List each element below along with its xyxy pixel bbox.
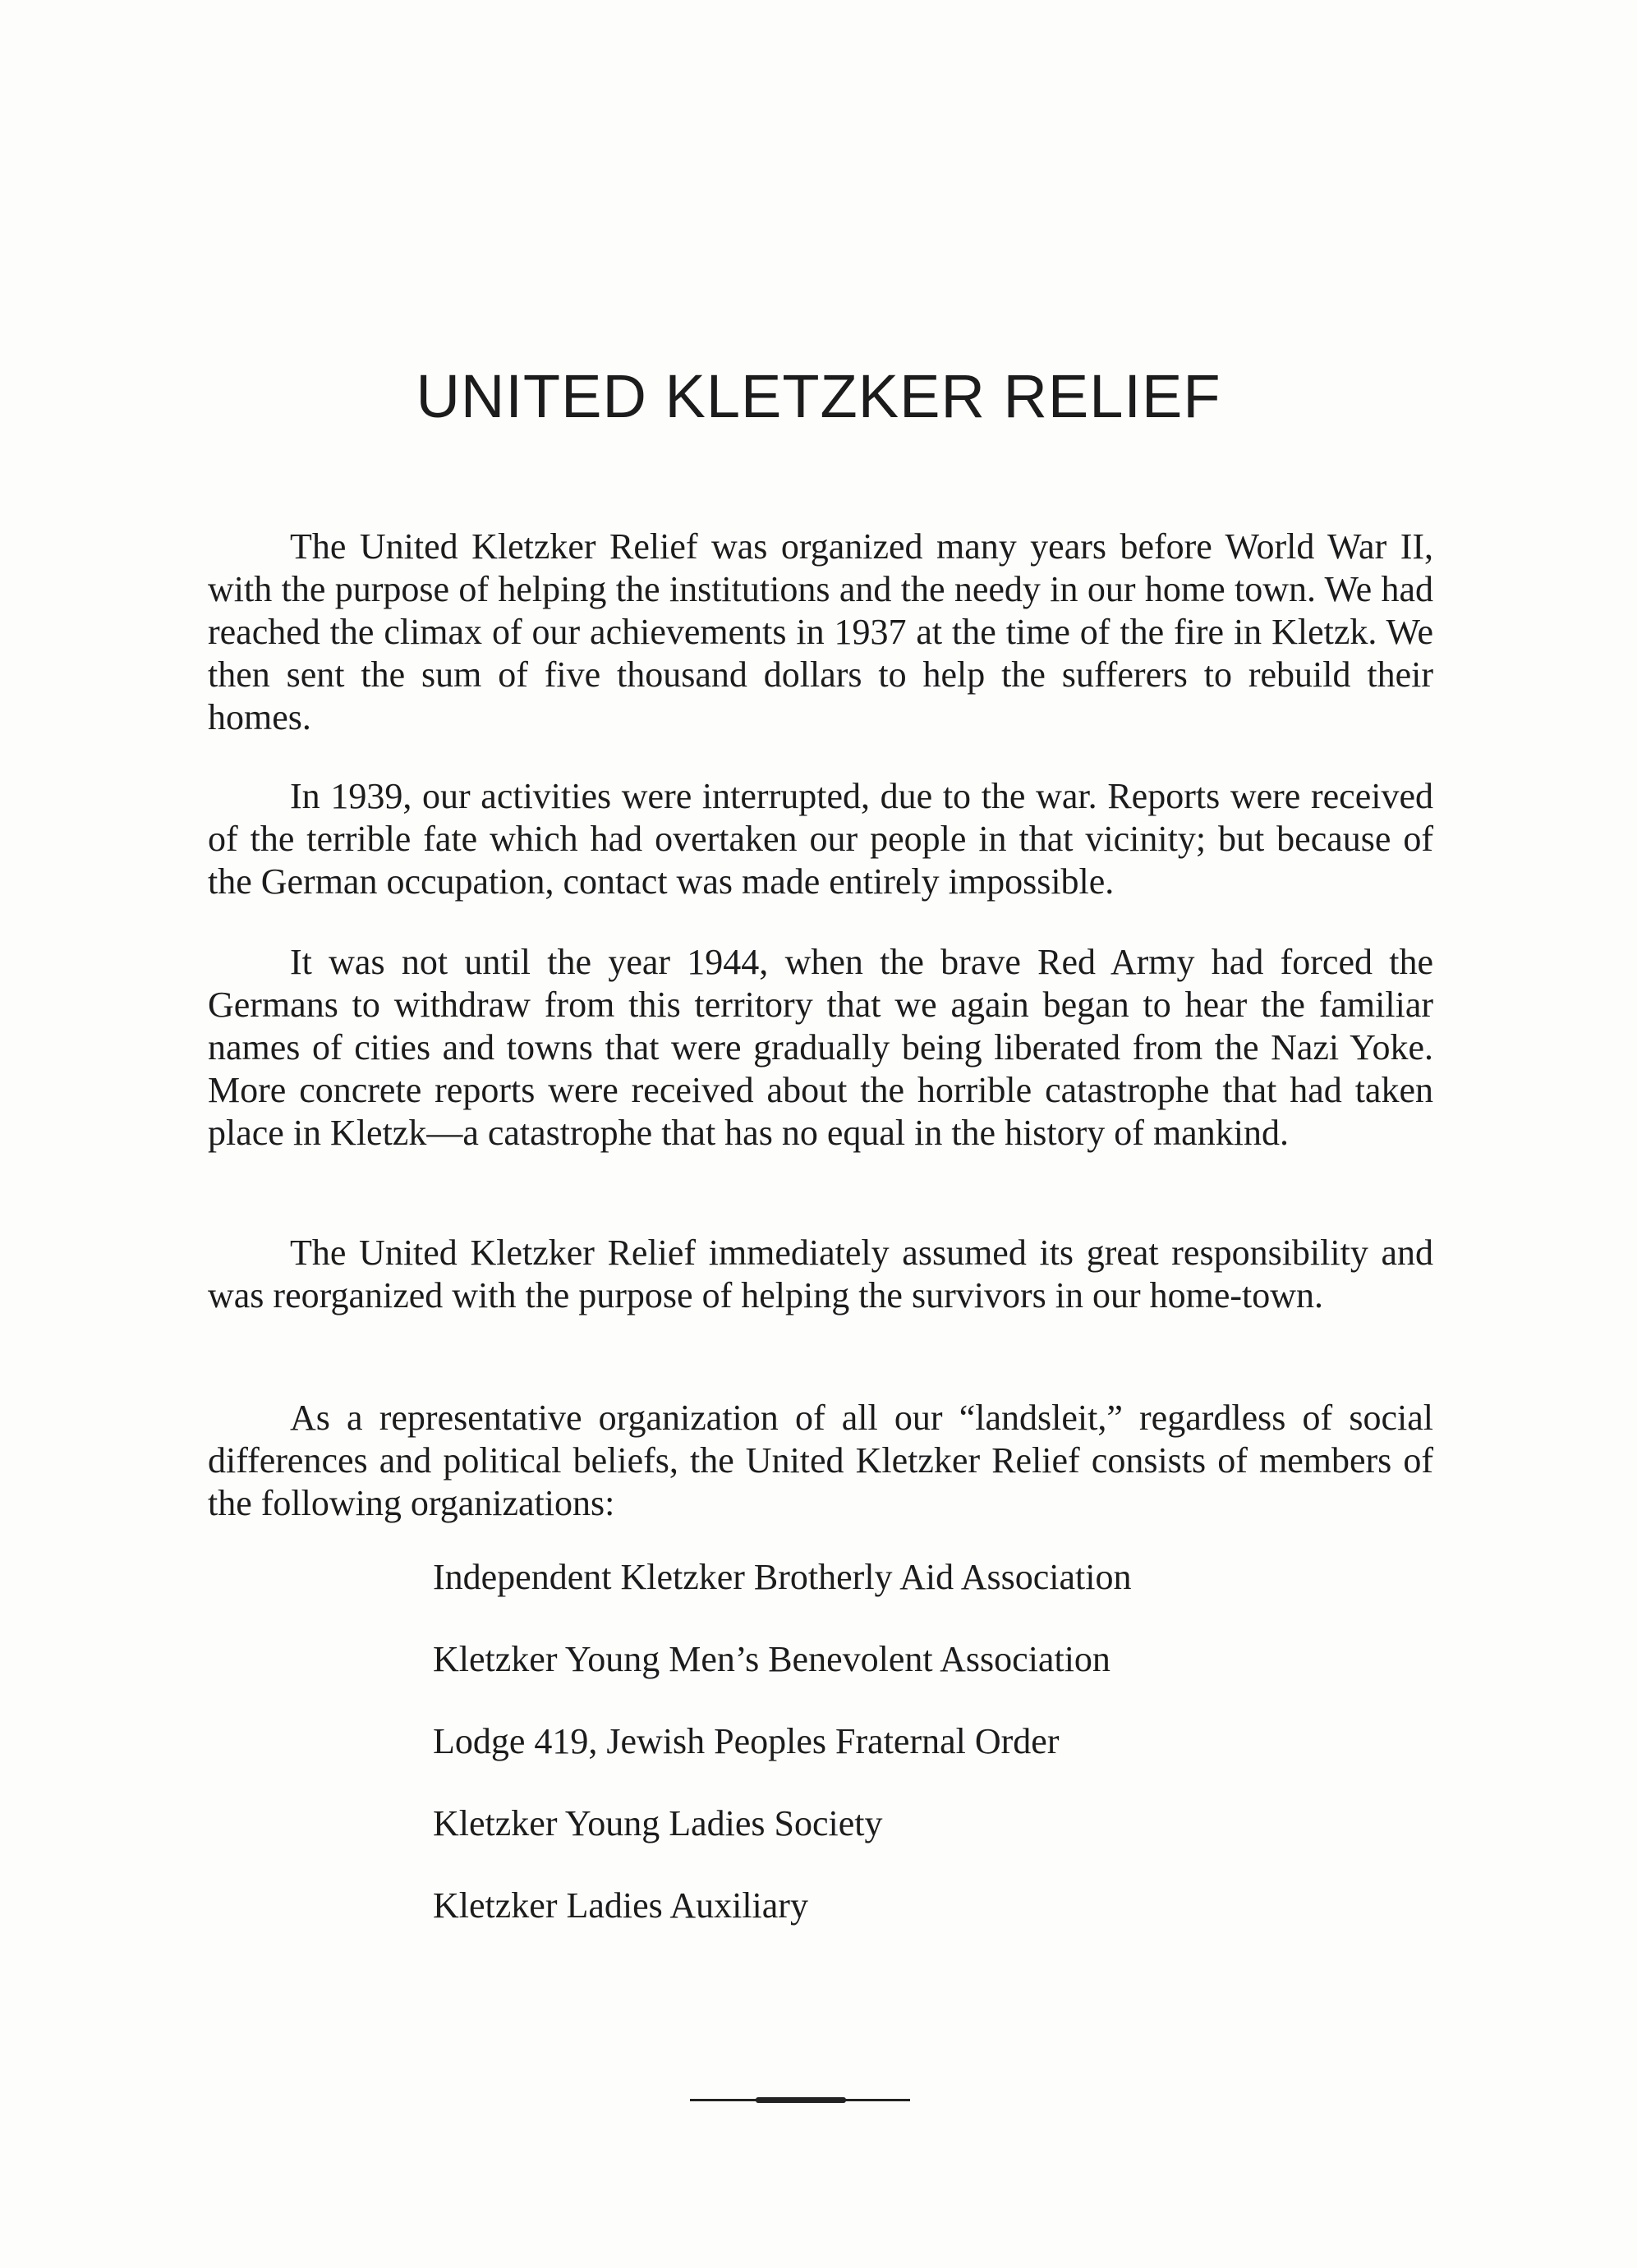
- paragraph-liberation-reports: It was not until the year 1944, when the brave Red Army had forced the Germans to withdraw from this territory that we again began to hear the familiar names of cities and towns that were gradually being liberated from the Nazi Yoke. More concrete reports were received about the horrible catastrophe that had taken place in Kletzk—a catastrophe that has no equal in the history of mankind.: [208, 942, 1433, 1153]
- paragraph-history: The United Kletzker Relief was organized many years before World War II, with the purpose of helping the institutions and the needy in our home town. We had reached the climax of our achievements in 1937 at the time of the fire in Kletzk. We then sent the sum of five thousand dollars to help the sufferers to rebuild their homes.: [208, 526, 1433, 737]
- organization-item: Kletzker Young Ladies Society: [433, 1803, 883, 1843]
- organization-item: Lodge 419, Jewish Peoples Fraternal Order: [433, 1721, 1060, 1761]
- closing-divider-ornament: [756, 2097, 846, 2103]
- organization-list: [433, 1556, 1131, 1967]
- paragraph-membership: As a representative organization of all our “landsleit,” regardless of social differences and political beliefs, the United Kletzker Relief consists of members of the following organizations:: [208, 1398, 1433, 1523]
- page-title: UNITED KLETZKER RELIEF: [416, 362, 1221, 430]
- paragraph-reorganization: The United Kletzker Relief immediately assumed its great responsibility and was reorganized with the purpose of helping the survivors in our home-town.: [208, 1233, 1433, 1315]
- organization-item: Kletzker Young Men’s Benevolent Association: [433, 1639, 1110, 1679]
- paragraph-war-interruption: In 1939, our activities were interrupted, due to the war. Reports were received of the terrible fate which had overtaken our people in that vicinity; but because of the German occupation, contact was made entirely impossible.: [208, 776, 1433, 902]
- organization-item: Independent Kletzker Brotherly Aid Association: [433, 1557, 1132, 1597]
- organization-item: Kletzker Ladies Auxiliary: [433, 1885, 808, 1926]
